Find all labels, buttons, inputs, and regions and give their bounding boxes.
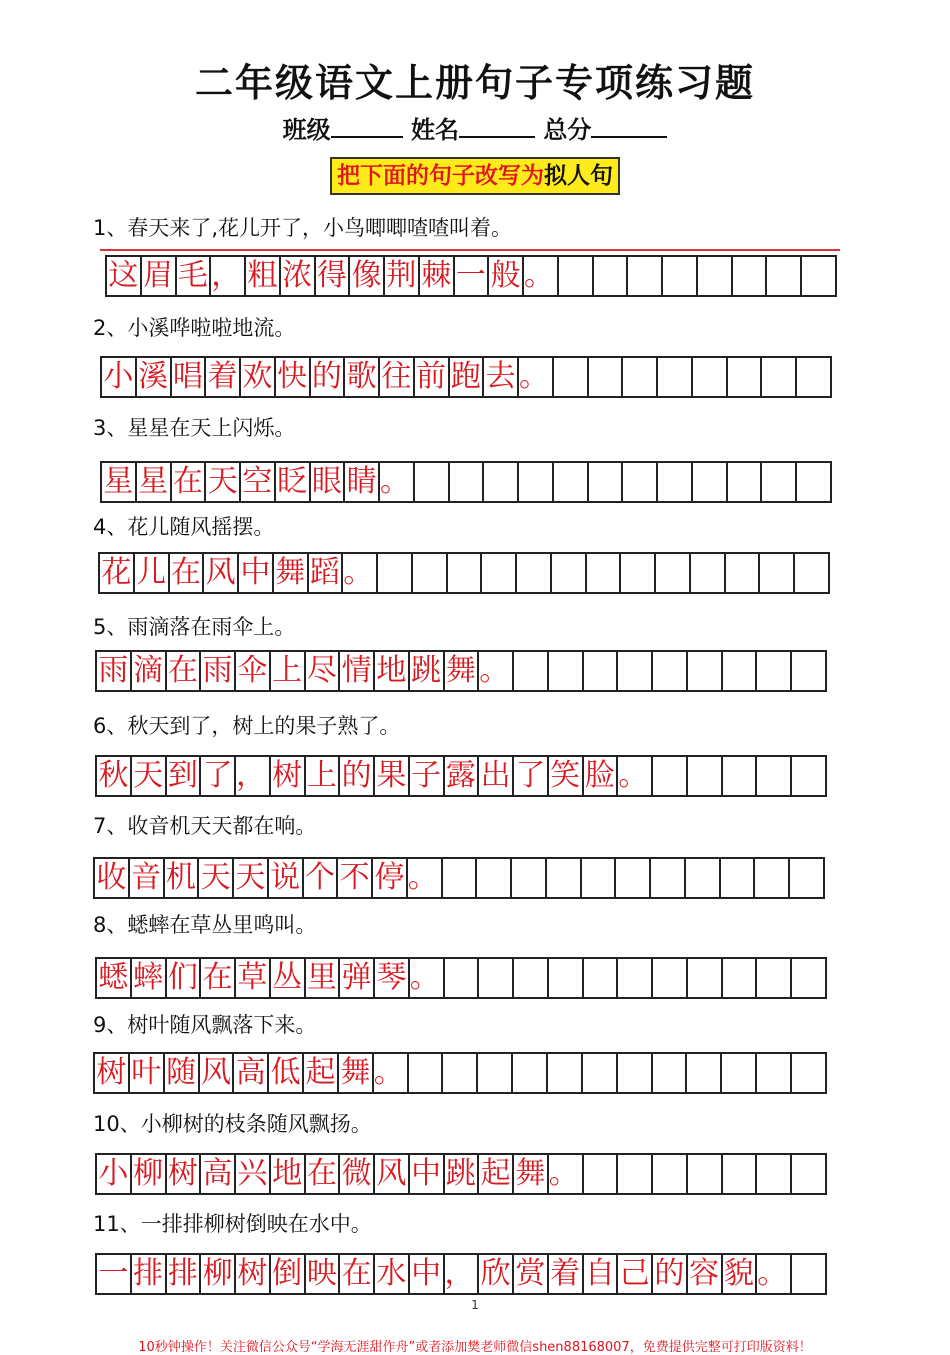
answer-char-cell: 映 xyxy=(306,1255,341,1293)
answer-char-cell: 。 xyxy=(408,859,443,897)
answer-char-cell: 儿 xyxy=(135,554,170,592)
answer-grid xyxy=(95,1153,827,1195)
answer-char-cell: 随 xyxy=(165,1054,200,1092)
answer-grid xyxy=(93,1052,827,1094)
empty-cell xyxy=(757,959,792,997)
answer-char-cell: 滴 xyxy=(132,652,167,690)
answer-char-cell: 草 xyxy=(236,959,271,997)
empty-cell xyxy=(618,652,653,690)
empty-cell xyxy=(552,554,587,592)
answer-char-cell: 倒 xyxy=(271,1255,306,1293)
answer-char-cell: 中 xyxy=(410,1155,445,1193)
answer-char-cell: 般 xyxy=(489,257,524,295)
answer-char-cell: 了 xyxy=(201,757,236,795)
empty-cell xyxy=(723,652,758,690)
answer-char-cell: 一 xyxy=(455,257,490,295)
question-prompt: 7、收音机天天都在响。 xyxy=(93,814,317,838)
question-prompt: 9、树叶随风飘落下来。 xyxy=(93,1013,317,1037)
answer-char-cell: 欢 xyxy=(241,358,276,396)
answer-char-cell: 丛 xyxy=(271,959,306,997)
empty-cell xyxy=(723,959,758,997)
empty-cell xyxy=(802,257,837,295)
answer-char-cell: 上 xyxy=(271,652,306,690)
empty-cell xyxy=(549,959,584,997)
answer-char-cell: 个 xyxy=(304,859,339,897)
question-prompt: 11、一排排柳树倒映在水中。 xyxy=(93,1212,372,1236)
page-number: 1 xyxy=(471,1298,479,1312)
answer-char-cell: 上 xyxy=(306,757,341,795)
empty-cell xyxy=(688,652,723,690)
empty-cell xyxy=(443,1054,478,1092)
question-prompt: 2、小溪哗啦啦地流。 xyxy=(93,316,296,340)
answer-char-cell: 舞 xyxy=(274,554,309,592)
answer-char-cell: 微 xyxy=(340,1155,375,1193)
name-label: 姓名 xyxy=(411,116,459,144)
score-label: 总分 xyxy=(543,116,592,144)
question-prompt: 6、秋天到了，树上的果子熟了。 xyxy=(93,714,401,738)
empty-cell xyxy=(688,1155,723,1193)
answer-char-cell: 在 xyxy=(306,1155,341,1193)
empty-cell xyxy=(723,757,758,795)
answer-char-cell: 弹 xyxy=(340,959,375,997)
footer-note: 10秒钟操作！关注微信公众号“学海无涯甜作舟”或者添加樊老师微信shen88168007，免费提供完整可打印版资料！ xyxy=(138,1340,812,1355)
answer-char-cell: 去 xyxy=(484,358,519,396)
empty-cell xyxy=(582,859,617,897)
empty-cell xyxy=(587,554,622,592)
answer-char-cell: 们 xyxy=(167,959,202,997)
empty-cell xyxy=(584,1155,619,1193)
empty-cell xyxy=(653,959,688,997)
answer-char-cell: 花 xyxy=(100,554,135,592)
answer-char-cell: 蟋 xyxy=(97,959,132,997)
empty-cell xyxy=(514,959,549,997)
answer-char-cell: 低 xyxy=(269,1054,304,1092)
answer-char-cell: 叶 xyxy=(130,1054,165,1092)
empty-cell xyxy=(762,463,797,501)
answer-char-cell: 蟀 xyxy=(132,959,167,997)
empty-cell xyxy=(721,859,756,897)
empty-cell xyxy=(621,554,656,592)
empty-cell xyxy=(792,1054,827,1092)
answer-char-cell: 快 xyxy=(276,358,311,396)
question-prompt: 8、蟋蟀在草丛里鸣叫。 xyxy=(93,913,317,937)
empty-cell xyxy=(559,257,594,295)
answer-char-cell: 高 xyxy=(234,1054,269,1092)
empty-cell xyxy=(450,463,485,501)
answer-char-cell: 收 xyxy=(95,859,130,897)
answer-char-cell: 秋 xyxy=(97,757,132,795)
answer-char-cell: 。 xyxy=(374,1054,409,1092)
answer-char-cell: 欣 xyxy=(479,1255,514,1293)
empty-cell xyxy=(512,859,547,897)
answer-char-cell: 棘 xyxy=(420,257,455,295)
answer-char-cell: 浓 xyxy=(281,257,316,295)
answer-char-cell: 貌 xyxy=(723,1255,758,1293)
answer-char-cell: 中 xyxy=(410,1255,445,1293)
empty-cell xyxy=(733,257,768,295)
answer-char-cell: 柳 xyxy=(201,1255,236,1293)
answer-grid xyxy=(93,857,825,899)
empty-cell xyxy=(693,463,728,501)
answer-char-cell: 唱 xyxy=(172,358,207,396)
answer-char-cell: 星 xyxy=(102,463,137,501)
empty-cell xyxy=(478,1054,513,1092)
answer-char-cell: 的 xyxy=(311,358,346,396)
empty-cell xyxy=(762,358,797,396)
answer-char-cell: 琴 xyxy=(375,959,410,997)
empty-cell xyxy=(651,859,686,897)
empty-cell xyxy=(623,463,658,501)
empty-cell xyxy=(688,757,723,795)
answer-char-cell: 蹈 xyxy=(309,554,344,592)
instruction-banner xyxy=(330,157,620,195)
empty-cell xyxy=(554,358,589,396)
empty-cell xyxy=(653,1155,688,1193)
empty-cell xyxy=(728,358,763,396)
empty-cell xyxy=(584,959,619,997)
answer-char-cell: 眨 xyxy=(276,463,311,501)
answer-char-cell: 小 xyxy=(97,1155,132,1193)
empty-cell xyxy=(757,1155,792,1193)
empty-cell xyxy=(618,959,653,997)
empty-cell xyxy=(795,554,830,592)
answer-char-cell: 得 xyxy=(316,257,351,295)
answer-char-cell: 一 xyxy=(97,1255,132,1293)
answer-char-cell: 尽 xyxy=(306,652,341,690)
empty-cell xyxy=(589,358,624,396)
answer-char-cell: 的 xyxy=(653,1255,688,1293)
answer-char-cell: 风 xyxy=(204,554,239,592)
empty-cell xyxy=(797,463,832,501)
empty-cell xyxy=(514,652,549,690)
answer-char-cell: 天 xyxy=(206,463,241,501)
class-blank xyxy=(331,114,403,138)
answer-grid xyxy=(100,461,832,503)
empty-cell xyxy=(687,1054,722,1092)
empty-cell xyxy=(554,463,589,501)
empty-cell xyxy=(792,757,827,795)
answer-char-cell: 。 xyxy=(524,257,559,295)
answer-char-cell: 小 xyxy=(102,358,137,396)
empty-cell xyxy=(688,959,723,997)
empty-cell xyxy=(519,463,554,501)
answer-char-cell: 露 xyxy=(445,757,480,795)
empty-cell xyxy=(594,257,629,295)
answer-char-cell: 天 xyxy=(132,757,167,795)
empty-cell xyxy=(413,554,448,592)
empty-cell xyxy=(584,652,619,690)
answer-char-cell: 眼 xyxy=(311,463,346,501)
answer-char-cell: 笑 xyxy=(549,757,584,795)
answer-char-cell: 舞 xyxy=(514,1155,549,1193)
empty-cell xyxy=(549,652,584,690)
answer-char-cell: 自 xyxy=(584,1255,619,1293)
answer-char-cell: 舞 xyxy=(339,1054,374,1092)
answer-char-cell: 歌 xyxy=(345,358,380,396)
answer-char-cell: 像 xyxy=(350,257,385,295)
question-prompt: 10、小柳树的枝条随风飘扬。 xyxy=(93,1112,372,1136)
answer-char-cell: 风 xyxy=(375,1155,410,1193)
answer-grid xyxy=(95,957,827,999)
answer-char-cell: 在 xyxy=(340,1255,375,1293)
answer-char-cell: 。 xyxy=(757,1255,792,1293)
class-label: 班级 xyxy=(282,116,331,144)
answer-char-cell: 跳 xyxy=(410,652,445,690)
empty-cell xyxy=(653,1054,688,1092)
empty-cell xyxy=(479,959,514,997)
answer-char-cell: 容 xyxy=(688,1255,723,1293)
answer-char-cell: 地 xyxy=(271,1155,306,1193)
answer-char-cell: 溪 xyxy=(137,358,172,396)
empty-cell xyxy=(767,257,802,295)
empty-cell xyxy=(722,1054,757,1092)
empty-cell xyxy=(653,652,688,690)
empty-cell xyxy=(443,859,478,897)
answer-grid xyxy=(98,552,830,594)
question-prompt: 4、花儿随风摇摆。 xyxy=(93,515,275,539)
answer-char-cell: 在 xyxy=(170,554,205,592)
red-rule-line xyxy=(100,249,840,251)
answer-char-cell: 情 xyxy=(340,652,375,690)
empty-cell xyxy=(445,959,480,997)
answer-char-cell: 起 xyxy=(479,1155,514,1193)
empty-cell xyxy=(618,1155,653,1193)
answer-char-cell: 排 xyxy=(167,1255,202,1293)
answer-char-cell: 荆 xyxy=(385,257,420,295)
empty-cell xyxy=(548,1054,583,1092)
answer-char-cell: 音 xyxy=(130,859,165,897)
answer-char-cell: ， xyxy=(445,1255,480,1293)
empty-cell xyxy=(477,859,512,897)
answer-char-cell: 。 xyxy=(479,652,514,690)
name-blank xyxy=(459,114,535,138)
answer-char-cell: 停 xyxy=(373,859,408,897)
answer-char-cell: 粗 xyxy=(246,257,281,295)
empty-cell xyxy=(698,257,733,295)
answer-char-cell: 。 xyxy=(380,463,415,501)
answer-char-cell: 伞 xyxy=(236,652,271,690)
empty-cell xyxy=(792,652,827,690)
answer-char-cell: 。 xyxy=(549,1155,584,1193)
answer-char-cell: 雨 xyxy=(201,652,236,690)
empty-cell xyxy=(728,463,763,501)
empty-cell xyxy=(792,959,827,997)
question-prompt: 5、雨滴落在雨伞上。 xyxy=(93,615,296,639)
answer-char-cell: 前 xyxy=(415,358,450,396)
answer-char-cell: 到 xyxy=(167,757,202,795)
empty-cell xyxy=(693,358,728,396)
empty-cell xyxy=(653,757,688,795)
empty-cell xyxy=(691,554,726,592)
answer-char-cell: 地 xyxy=(375,652,410,690)
answer-char-cell: 在 xyxy=(167,652,202,690)
answer-grid xyxy=(95,1253,827,1295)
answer-char-cell: 睛 xyxy=(345,463,380,501)
answer-char-cell: 天 xyxy=(234,859,269,897)
answer-char-cell: 赏 xyxy=(514,1255,549,1293)
empty-cell xyxy=(790,859,825,897)
answer-char-cell: 眉 xyxy=(142,257,177,295)
empty-cell xyxy=(792,1255,827,1293)
empty-cell xyxy=(656,554,691,592)
answer-char-cell: 往 xyxy=(380,358,415,396)
answer-char-cell: 跑 xyxy=(450,358,485,396)
answer-char-cell: 脸 xyxy=(584,757,619,795)
empty-cell xyxy=(415,463,450,501)
answer-char-cell: 树 xyxy=(167,1155,202,1193)
empty-cell xyxy=(726,554,761,592)
answer-char-cell: 。 xyxy=(343,554,378,592)
student-info-line xyxy=(0,110,950,145)
answer-grid xyxy=(95,755,827,797)
answer-char-cell: 机 xyxy=(165,859,200,897)
empty-cell xyxy=(517,554,552,592)
empty-cell xyxy=(686,859,721,897)
answer-char-cell: 风 xyxy=(200,1054,235,1092)
empty-cell xyxy=(663,257,698,295)
empty-cell xyxy=(792,1155,827,1193)
answer-char-cell: 天 xyxy=(199,859,234,897)
empty-cell xyxy=(583,1054,618,1092)
answer-char-cell: 兴 xyxy=(236,1155,271,1193)
empty-cell xyxy=(547,859,582,897)
empty-cell xyxy=(623,358,658,396)
empty-cell xyxy=(484,463,519,501)
answer-char-cell: 里 xyxy=(306,959,341,997)
answer-char-cell: 排 xyxy=(132,1255,167,1293)
answer-char-cell: 在 xyxy=(201,959,236,997)
answer-char-cell: 。 xyxy=(410,959,445,997)
answer-char-cell: 树 xyxy=(271,757,306,795)
empty-cell xyxy=(658,358,693,396)
answer-char-cell: 子 xyxy=(410,757,445,795)
empty-cell xyxy=(658,463,693,501)
answer-char-cell: 在 xyxy=(172,463,207,501)
answer-char-cell: 树 xyxy=(236,1255,271,1293)
empty-cell xyxy=(760,554,795,592)
empty-cell xyxy=(409,1054,444,1092)
answer-char-cell: 。 xyxy=(618,757,653,795)
answer-char-cell: 星 xyxy=(137,463,172,501)
answer-char-cell: 了 xyxy=(514,757,549,795)
empty-cell xyxy=(618,1054,653,1092)
answer-char-cell: ， xyxy=(211,257,246,295)
answer-char-cell: 着 xyxy=(549,1255,584,1293)
answer-char-cell: 。 xyxy=(519,358,554,396)
answer-char-cell: 着 xyxy=(206,358,241,396)
instruction-tail: 拟人句 xyxy=(544,163,613,189)
empty-cell xyxy=(757,757,792,795)
page-title: 二年级语文上册句子专项练习题 xyxy=(194,61,755,105)
answer-char-cell: 己 xyxy=(618,1255,653,1293)
score-blank xyxy=(591,114,667,138)
answer-char-cell: 跳 xyxy=(445,1155,480,1193)
question-prompt: 3、星星在天上闪烁。 xyxy=(93,416,296,440)
empty-cell xyxy=(513,1054,548,1092)
answer-char-cell: 水 xyxy=(375,1255,410,1293)
answer-char-cell: 空 xyxy=(241,463,276,501)
answer-char-cell: 柳 xyxy=(132,1155,167,1193)
answer-char-cell: 不 xyxy=(338,859,373,897)
answer-char-cell: 出 xyxy=(479,757,514,795)
empty-cell xyxy=(757,1054,792,1092)
question-prompt: 1、春天来了,花儿开了，小鸟唧唧喳喳叫着。 xyxy=(93,216,513,240)
empty-cell xyxy=(482,554,517,592)
empty-cell xyxy=(589,463,624,501)
answer-char-cell: 舞 xyxy=(445,652,480,690)
empty-cell xyxy=(448,554,483,592)
answer-grid xyxy=(100,356,832,398)
answer-char-cell: 果 xyxy=(375,757,410,795)
empty-cell xyxy=(797,358,832,396)
answer-char-cell: 的 xyxy=(340,757,375,795)
empty-cell xyxy=(616,859,651,897)
answer-grid xyxy=(95,650,827,692)
answer-grid xyxy=(105,255,837,297)
answer-char-cell: 这 xyxy=(107,257,142,295)
answer-char-cell: 雨 xyxy=(97,652,132,690)
answer-char-cell: 起 xyxy=(304,1054,339,1092)
answer-char-cell: 中 xyxy=(239,554,274,592)
answer-char-cell: 毛 xyxy=(177,257,212,295)
empty-cell xyxy=(723,1155,758,1193)
answer-char-cell: ， xyxy=(236,757,271,795)
empty-cell xyxy=(755,859,790,897)
instruction-main: 把下面的句子改写为 xyxy=(337,163,544,189)
answer-char-cell: 说 xyxy=(269,859,304,897)
empty-cell xyxy=(628,257,663,295)
empty-cell xyxy=(757,652,792,690)
empty-cell xyxy=(378,554,413,592)
answer-char-cell: 高 xyxy=(201,1155,236,1193)
answer-char-cell: 树 xyxy=(95,1054,130,1092)
